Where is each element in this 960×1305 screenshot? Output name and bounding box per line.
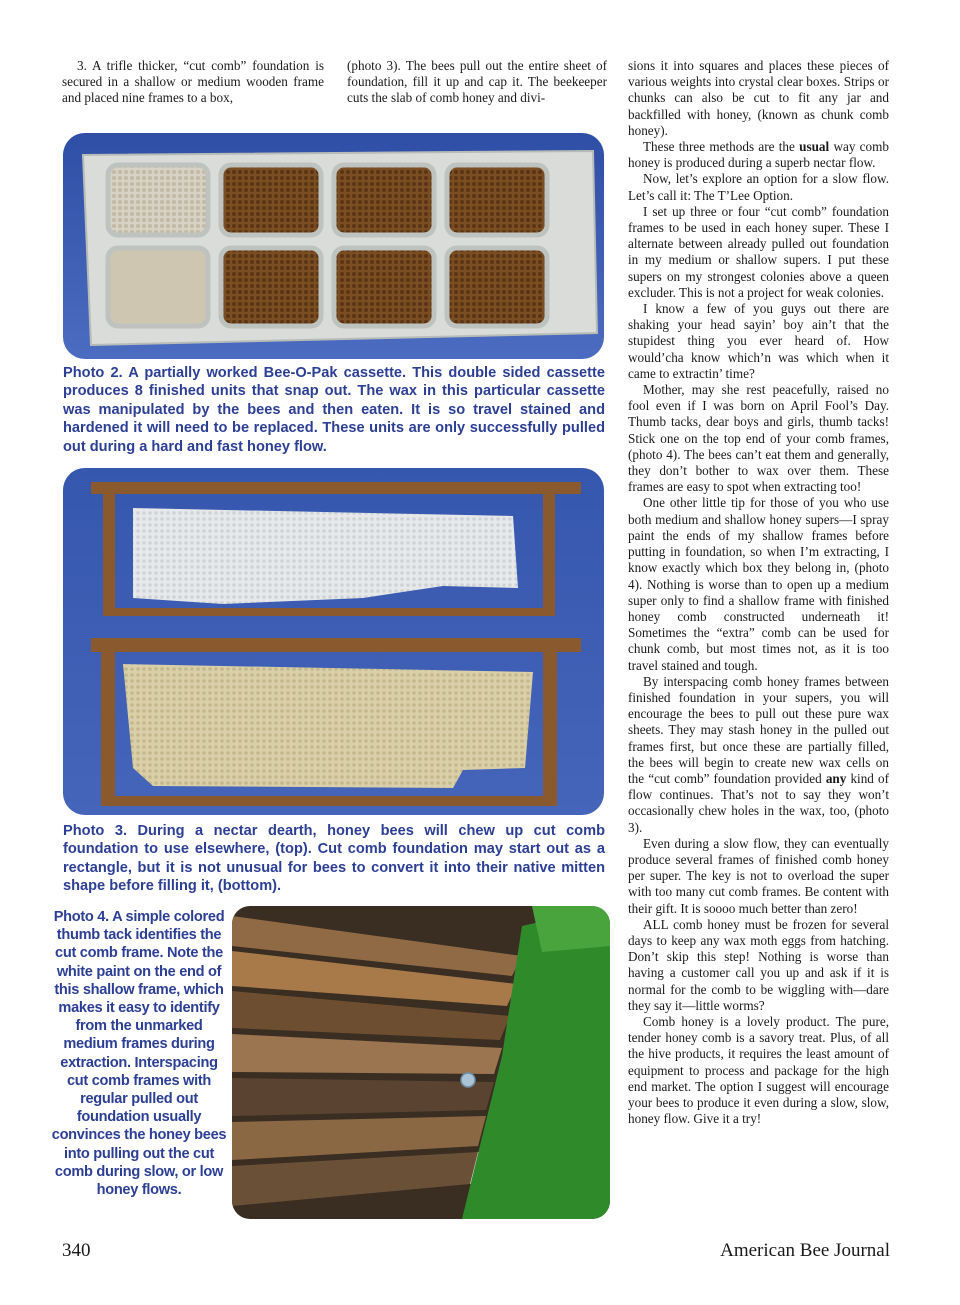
paragraph bbox=[628, 139, 889, 171]
paragraph: I set up three or four “cut comb” foundation frames to be used in each honey super. These I alternate between already pulled out foundation in my medium or shallow supers. I put these supers on my strongest colonies above a queen excluder. This is not a project for weak colonies. bbox=[628, 203, 889, 300]
article-column-1 bbox=[62, 58, 324, 107]
bold-text: usual bbox=[799, 139, 830, 155]
caption-photo-4: Photo 4. A simple colored thumb tack identifies the cut comb frame. Note the white paint on the end of this shallow frame, which makes it easy to identify from the unmarked medium frames during extraction. Interspacing cut comb frames with regular pulled out foundation usually convinces the honey bees into pulling out the cut comb during slow, or low honey flows. bbox=[51, 909, 227, 1199]
paragraph: (photo 3). The bees pull out the entire sheet of foundation, fill it up and cap it. The beekeeper cuts the slab of comb honey and divi- bbox=[347, 58, 607, 106]
photo-cut-comb-frames bbox=[63, 468, 604, 815]
paragraph: Mother, may she rest peacefully, raised no fool even if I was born on April Fool’s Day. Thumb tacks, dear boys and girls, thumb tacks! Stick one on the top end of your comb frames, (photo 4). The bees can’t eat them and generally, they don’t bother to wax over them. These frames are easy to spot when extracting too! bbox=[628, 382, 889, 495]
caption-photo-3: Photo 3. During a nectar dearth, honey bees will chew up cut comb foundation to use elsewhere, (top). Cut comb foundation may start out as a rectangle, but it is not unusual for bees to convert it into their native mitten shape before filling it, (bottom). bbox=[63, 823, 605, 895]
article-column-2 bbox=[347, 58, 607, 107]
bold-text: any bbox=[825, 770, 847, 786]
paragraph: One other little tip for those of you who use both medium and shallow honey supers—I spray paint the ends of my shallow frames before putting in foundation, so when I’m extracting, I know exactly which box they belong in, (photo 4). Nothing is worse than to open up a medium super only to find a shallow frame with finished honey comb constructed underneath it! Sometimes the “extra” comb can be used for chunk comb, but most times not, as it is too travel stained and tough. bbox=[628, 495, 889, 673]
paragraph: ALL comb honey must be frozen for several days to keep any wax moth eggs from hatching. Don’t skip this step! Nothing is worse than having a customer call you up and ask if it is normal for the comb to be wiggling with—dare they say it—little worms? bbox=[628, 916, 889, 1013]
text-run: By interspacing comb honey frames between finished foundation in your supers, you will encourage the bees to pull out these pure wax sheets. They may stash honey in the pulled out frames first, but once these are partially filled, the bees will begin to create new wax cells on the “cut comb” foundation provided bbox=[628, 673, 889, 786]
paragraph bbox=[628, 674, 889, 836]
paragraph: Comb honey is a lovely product. The pure, tender honey comb is a savory treat. Plus, of all the hive products, it requires the least amount of equipment to process and package for the high end market. The option I suggest will encourage your bees to produce it even during a slow, slow, honey flow. Give it a try! bbox=[628, 1013, 889, 1127]
text-run: These three methods are the bbox=[643, 139, 800, 155]
paragraph: Now, let’s explore an option for a slow flow. Let’s call it: The T’Lee Option. bbox=[628, 171, 889, 203]
page-number: 340 bbox=[62, 1240, 91, 1261]
text-run: kind of flow continues. That’s not to say they won’t occasionally chew holes in the wax, too, (photo 3). bbox=[628, 770, 889, 835]
paragraph: sions it into squares and places these pieces of various weights into crystal clear boxes. Strips or chunks can also be cut to fit any jar and backfilled with honey, (known as chunk comb honey). bbox=[628, 58, 889, 138]
photo-bee-o-pak-cassette bbox=[63, 133, 604, 359]
paragraph: 3. A trifle thicker, “cut comb” foundation is secured in a shallow or medium wooden frame and placed nine frames to a box, bbox=[62, 58, 324, 106]
paragraph: I know a few of you guys out there are shaking your head sayin’ boy ain’t that the stupidest thing you ever heard of. How would’cha know which’n was which when it came to extractin’ time? bbox=[628, 301, 889, 381]
journal-name: American Bee Journal bbox=[720, 1240, 890, 1261]
article-column-3 bbox=[628, 58, 889, 1127]
paragraph: Even during a slow flow, they can eventually produce several frames of finished comb honey per super. The key is not to overload the super with too many cut comb frames. Be content with their gift. It is soooo much better than zero! bbox=[628, 835, 889, 916]
text-run: way comb honey is produced during a superb nectar flow. bbox=[628, 139, 889, 171]
caption-photo-2: Photo 2. A partially worked Bee-O-Pak cassette. This double sided cassette produces 8 finished units that snap out. The wax in this particular cassette was manipulated by the bees and then eaten. It is so travel stained and hardened it will need to be replaced. These units are only successfully pulled out during a hard and fast honey flow. bbox=[63, 365, 605, 455]
photo-frames-with-thumb-tack bbox=[232, 906, 610, 1219]
